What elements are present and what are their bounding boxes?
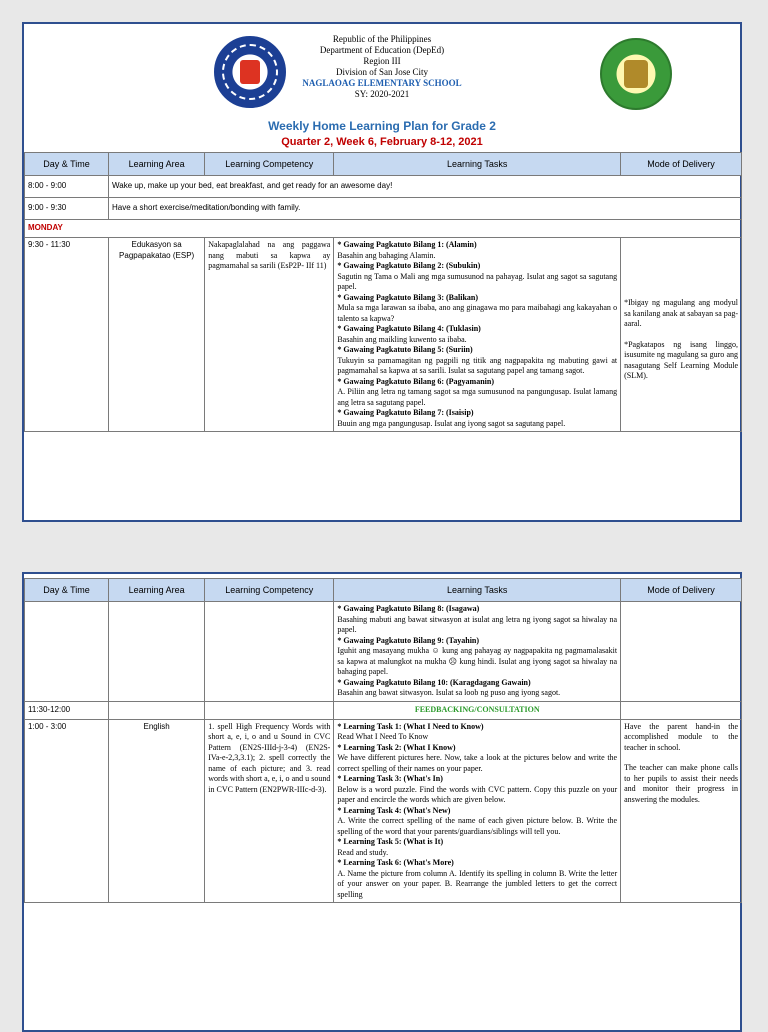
task-item — [337, 345, 617, 377]
task-body: Tukuyin sa pamamagitan ng pagpili ng titik ang nagpapakita ng mabuting gawi at pagmamahal sa kapwa at sa sarili. Isulat sa sagutang papel ang tamang sagot. — [337, 355, 618, 375]
row-time: 9:00 - 9:30 — [25, 198, 109, 220]
task-title: * Gawaing Pagkatuto Bilang 6: (Pagyamanin) — [337, 376, 494, 386]
task-item — [337, 604, 617, 636]
mode-text: *Pagkatapos ng isang linggo, isusumite ng magulang sa guro ang nasagutang Self Learning Module (SLM). — [624, 339, 738, 380]
task-item — [337, 293, 617, 325]
task-title: * Learning Task 6: (What's More) — [337, 858, 454, 867]
col-header-day-time: Day & Time — [25, 153, 109, 176]
task-list — [337, 722, 617, 901]
task-item — [337, 722, 617, 743]
learning-plan-table-1 — [24, 152, 742, 432]
task-title: * Learning Task 5: (What is It) — [337, 837, 444, 846]
republic-line: Republic of the Philippines — [332, 34, 432, 44]
task-body: We have different pictures here. Now, take a look at the pictures below and write the correct spelling of their names on your paper. — [337, 753, 618, 773]
task-title: * Learning Task 4: (What's New) — [337, 805, 451, 815]
department-line: Department of Education (DepEd) — [319, 45, 445, 55]
table-row — [25, 198, 742, 220]
row-time: 9:30 - 11:30 — [25, 238, 109, 432]
task-body: A. Piliin ang letra ng tamang sagot sa mga sumusunod na pangungusap. Isulat lamang ang letra sa sagutang papel. — [337, 387, 618, 407]
task-list — [337, 240, 617, 429]
table-row — [25, 602, 742, 702]
task-title: * Gawaing Pagkatuto Bilang 1: (Alamin) — [337, 240, 477, 249]
table-row — [25, 701, 742, 719]
task-body: Basahing mabuti ang bawat sitwasyon at isulat ang letra ng iyong sagot sa hiwalay na papel. — [337, 614, 618, 634]
task-title: * Gawaing Pagkatuto Bilang 8: (Isagawa) — [337, 604, 480, 613]
mode-text: *Ibigay ng magulang ang modyul sa kanilang anak at sabayan sa pag-aaral. — [624, 298, 738, 328]
row-full-text: Wake up, make up your bed, eat breakfast, and get ready for an awesome day! — [108, 176, 741, 198]
task-body: A. Name the picture from column A. Identify its spelling in column B. Write the letter of your answer on your paper. B. Rearrange the jumbled letters to get the correct spelling — [337, 868, 618, 899]
task-body: Basahin ang maikling kuwento sa ibaba. — [337, 334, 467, 344]
task-item — [337, 774, 617, 806]
table-row — [25, 719, 742, 903]
mode-text: Have the parent hand-in the accomplished module to the teacher in school. — [624, 721, 738, 752]
division-line: Division of San Jose City — [335, 67, 428, 77]
school-name: NAGLAOAG ELEMENTARY SCHOOL — [302, 78, 462, 88]
task-body: Buuin ang mga pangungusap. Isulat ang iyong sagot sa sagutang papel. — [337, 418, 566, 428]
row-time: 1:00 - 3:00 — [25, 719, 109, 903]
task-body: Basahin ang bahaging Alamin. — [337, 250, 436, 260]
mode-of-delivery — [621, 719, 742, 903]
col-header-learning-competency: Learning Competency — [205, 153, 334, 176]
task-title: * Gawaing Pagkatuto Bilang 5: (Suriin) — [337, 345, 473, 354]
task-item — [337, 377, 617, 409]
task-title: * Gawaing Pagkatuto Bilang 7: (Isaisip) — [337, 408, 474, 417]
row-time: 11:30-12:00 — [25, 701, 109, 719]
task-item — [337, 806, 617, 838]
page-1 — [22, 22, 742, 522]
mode-text: The teacher can make phone calls to her pupils to assist their needs and monitor their progress in answering the modules. — [624, 763, 738, 804]
table-header-row — [25, 579, 742, 602]
task-item — [337, 743, 617, 775]
learning-area: English — [108, 719, 204, 903]
mode-of-delivery — [621, 238, 742, 432]
school-year: SY: 2020-2021 — [354, 89, 410, 99]
task-title: * Gawaing Pagkatuto Bilang 9: (Tayahin) — [337, 635, 480, 645]
task-list — [337, 604, 617, 699]
task-body: A. Write the correct spelling of the name of each given picture below. B. Write the spelling of the word that your parents/guardians/siblings will tell you. — [337, 816, 618, 836]
task-item — [337, 636, 617, 678]
task-item — [337, 324, 617, 345]
region-line: Region III — [363, 56, 401, 66]
col-header-learning-tasks: Learning Tasks — [334, 579, 621, 602]
col-header-learning-tasks: Learning Tasks — [334, 153, 621, 176]
page-2 — [22, 572, 742, 1032]
learning-competency: 1. spell High Frequency Words with short a, e, i, o and u Sound in CVC Pattern (EN2S-IIId-j-3-4) (EN2S-IVa-e-2,3,3.1); 2. spell correctly the name of each picture; and 3. read words with short a, e, i, o and u sound in CVC Pattern (EN2PWR-IIIc-d-3). — [205, 719, 334, 903]
col-header-day-time: Day & Time — [25, 579, 109, 602]
col-header-learning-area: Learning Area — [108, 579, 204, 602]
table-row — [25, 238, 742, 432]
learning-tasks-cell — [334, 719, 621, 903]
task-item — [337, 858, 617, 900]
learning-area: Edukasyon sa Pagpapakatao (ESP) — [108, 238, 204, 432]
document-header — [24, 24, 740, 152]
col-header-mode-of-delivery: Mode of Delivery — [621, 153, 742, 176]
table-row — [25, 220, 742, 238]
task-item — [337, 678, 617, 699]
task-body: Basahin ang bawat sitwasyon. Isulat sa loob ng puso ang iyong sagot. — [337, 688, 561, 697]
task-title: * Learning Task 3: (What's In) — [337, 774, 443, 783]
task-item — [337, 261, 617, 293]
task-title: * Gawaing Pagkatuto Bilang 10: (Karagdagang Gawain) — [337, 677, 531, 687]
task-body: Read and study. — [337, 847, 389, 857]
task-title: * Gawaing Pagkatuto Bilang 3: (Balikan) — [337, 292, 478, 302]
plan-title: Weekly Home Learning Plan for Grade 2 — [268, 119, 496, 133]
col-header-mode-of-delivery: Mode of Delivery — [621, 579, 742, 602]
task-item — [337, 408, 617, 429]
task-item — [337, 837, 617, 858]
task-title: * Gawaing Pagkatuto Bilang 2: (Subukin) — [337, 261, 481, 270]
col-header-learning-area: Learning Area — [108, 153, 204, 176]
col-header-learning-competency: Learning Competency — [205, 579, 334, 602]
learning-plan-table-2 — [24, 578, 742, 903]
learning-tasks-cell — [334, 238, 621, 432]
table-row — [25, 176, 742, 198]
task-title: * Learning Task 1: (What I Need to Know) — [337, 721, 484, 731]
task-body: Sagutin ng Tama o Mali ang mga sumusunod na pahayag. Isulat ang sagot sa sagutang papel. — [337, 271, 618, 291]
task-item — [337, 240, 617, 261]
agency-block — [24, 34, 740, 100]
learning-competency: Nakapaglalahad na ang paggawa nang mabuti sa kapwa ay pagmamahal sa sarili (EsP2P- IIf 11) — [205, 238, 334, 432]
day-label-monday: MONDAY — [25, 220, 742, 238]
task-body: Mula sa mga larawan sa ibaba, ano ang ginagawa mo para maibahagi ang kakayahan o talento sa kapwa? — [337, 303, 618, 323]
task-body: Below is a word puzzle. Find the words with CVC pattern. Copy this puzzle on your paper and encircle the words which are given below. — [337, 784, 618, 804]
row-full-text: Have a short exercise/meditation/bonding with family. — [108, 198, 741, 220]
task-title: * Gawaing Pagkatuto Bilang 4: (Tuklasin) — [337, 324, 481, 333]
task-body: Read What I Need To Know — [337, 732, 429, 741]
task-body: Iguhit ang masayang mukha ☺ kung ang pahayag ay nagpapakita ng pagmamalasakit sa kapwa at malungkot na mukha ☹ kung hindi. Isulat ang iyong sagot sa hiwalay na bahaging papel. — [337, 646, 618, 676]
feedbacking-label: FEEDBACKING/CONSULTATION — [334, 701, 621, 719]
row-time: 8:00 - 9:00 — [25, 176, 109, 198]
table-header-row — [25, 153, 742, 176]
quarter-subtitle: Quarter 2, Week 6, February 8-12, 2021 — [281, 136, 483, 148]
task-title: * Learning Task 2: (What I Know) — [337, 742, 456, 752]
learning-tasks-cell — [334, 602, 621, 702]
